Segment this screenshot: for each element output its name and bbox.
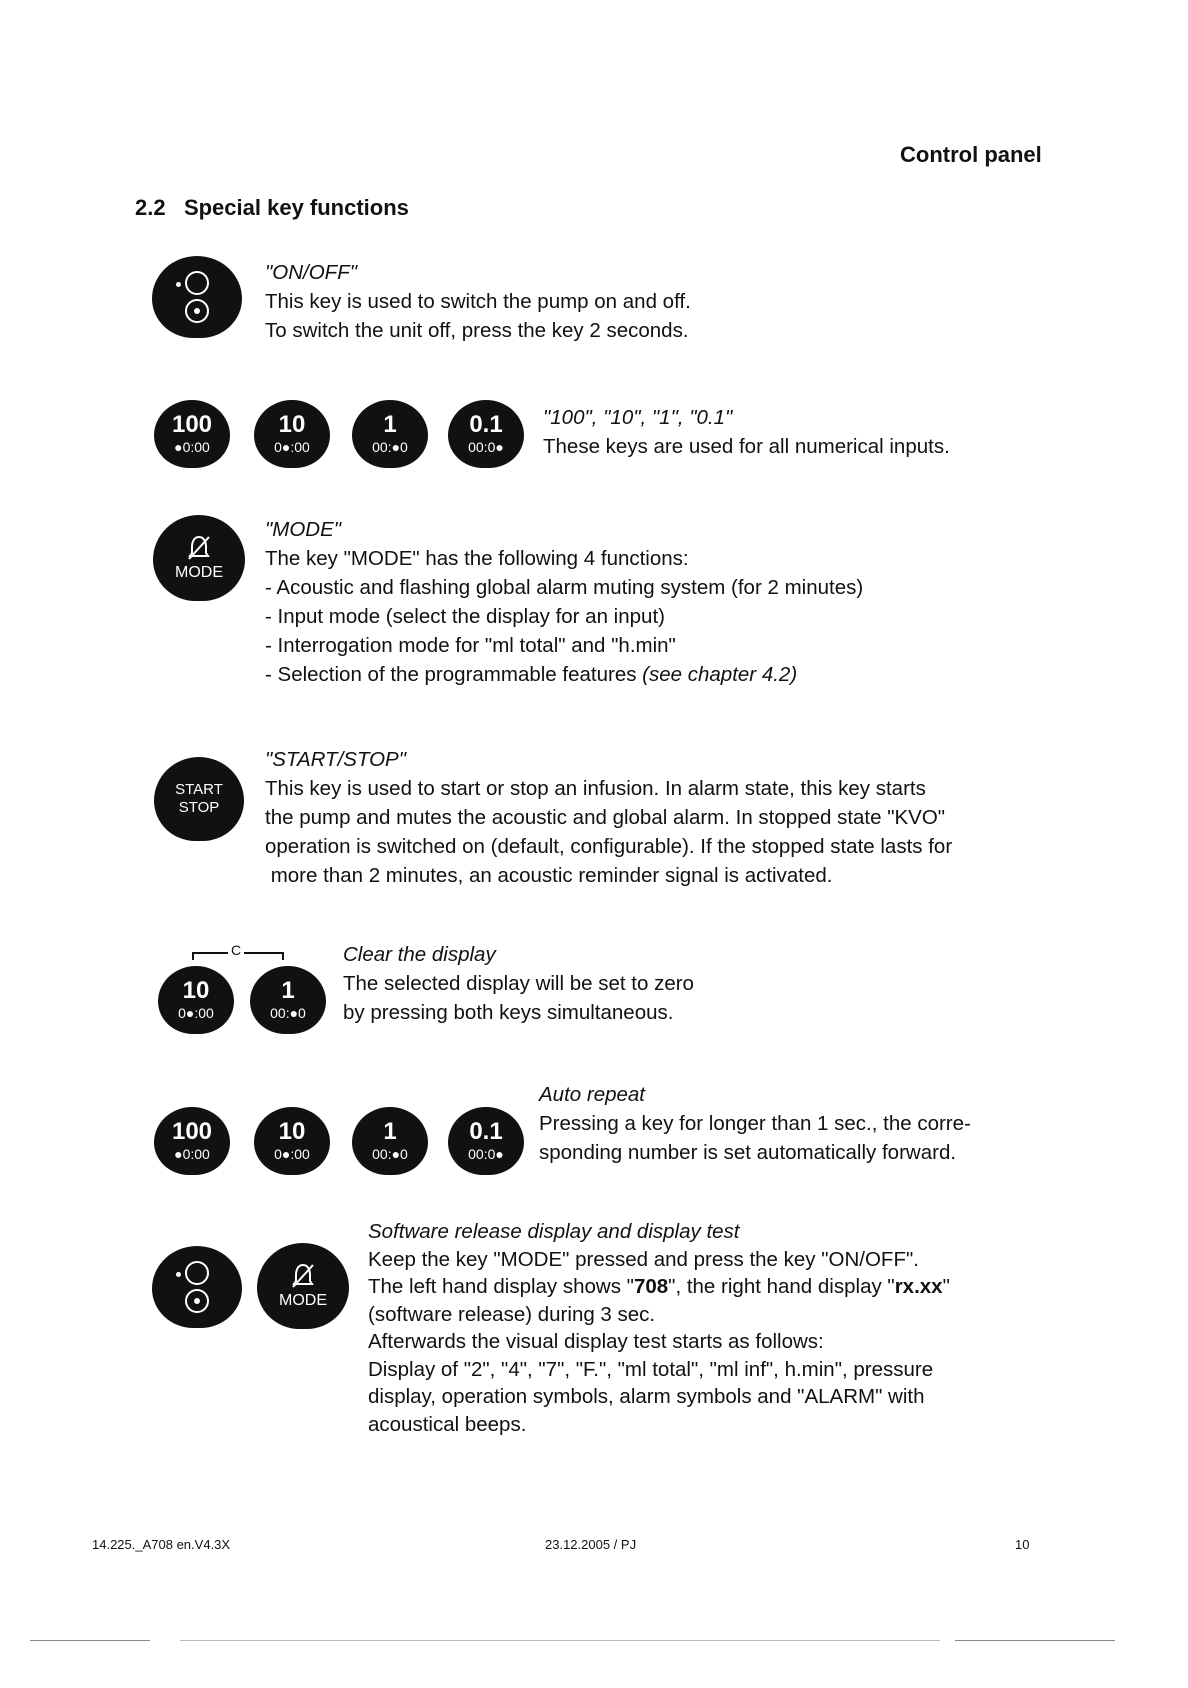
footer-page-number: 10 xyxy=(1015,1537,1030,1552)
footer-doc-id: 14.225._A708 en.V4.3X xyxy=(92,1537,231,1552)
mode-key: MODE xyxy=(153,515,245,601)
page-header-title: Control panel xyxy=(900,142,1042,167)
numeric-title: "100", "10", "1", "0.1" xyxy=(543,406,733,429)
startstop-line: operation is switched on (default, configurable). If the stopped state lasts for xyxy=(265,835,953,858)
power-on-icon xyxy=(185,271,209,295)
power-off-icon xyxy=(185,1289,209,1313)
alarm-mute-bell-icon xyxy=(290,1262,316,1290)
startstop-description xyxy=(265,745,952,890)
startstop-title: "START/STOP" xyxy=(265,748,406,771)
key-10: 10 0●:00 xyxy=(254,400,330,468)
software-line: (software release) during 3 sec. xyxy=(368,1302,656,1326)
mode-description xyxy=(265,515,863,689)
key-100: 100 ●0:00 xyxy=(154,400,230,468)
alarm-mute-bell-icon xyxy=(186,534,212,562)
repeat-key-0-1: 0.1 00:0● xyxy=(448,1107,524,1175)
power-off-icon xyxy=(185,299,209,323)
clear-key-1: 1 00:●0 xyxy=(250,966,326,1034)
scan-artifact-line xyxy=(955,1640,1115,1641)
clear-key-10: 10 0●:00 xyxy=(158,966,234,1034)
software-line: Display of "2", "4", "7", "F.", "ml total", "ml inf", h.min", pressure xyxy=(368,1357,934,1381)
software-line: display, operation symbols, alarm symbols and "ALARM" with xyxy=(368,1385,925,1408)
mode-line: - Interrogation mode for "ml total" and "h.min" xyxy=(265,634,676,657)
software-title: Software release display and display test xyxy=(368,1220,740,1243)
repeat-key-1: 1 00:●0 xyxy=(352,1107,428,1175)
software-description xyxy=(368,1218,950,1438)
software-mode-key: MODE xyxy=(257,1243,349,1329)
section-heading xyxy=(135,195,409,221)
numeric-description xyxy=(543,403,950,461)
autorepeat-description xyxy=(539,1080,971,1167)
numeric-line: These keys are used for all numerical inputs. xyxy=(543,435,950,458)
autorepeat-title: Auto repeat xyxy=(539,1083,645,1106)
key-1: 1 00:●0 xyxy=(352,400,428,468)
software-line: Keep the key "MODE" pressed and press the key "ON/OFF". xyxy=(368,1247,919,1271)
clear-description xyxy=(343,940,694,1027)
section-title: Special key functions xyxy=(183,195,409,220)
onoff-description xyxy=(265,258,691,345)
clear-line: by pressing both keys simultaneous. xyxy=(343,1001,674,1024)
startstop-line: This key is used to start or stop an infusion. In alarm state, this key starts xyxy=(265,777,926,800)
software-line: The left hand display shows "708", the right hand display "rx.xx" xyxy=(368,1275,950,1298)
onoff-line: To switch the unit off, press the key 2 seconds. xyxy=(265,319,689,342)
startstop-line: more than 2 minutes, an acoustic reminder signal is activated. xyxy=(265,864,833,887)
clear-bracket-label: C xyxy=(228,942,244,958)
footer-date: 23.12.2005 / PJ xyxy=(545,1537,637,1552)
start-stop-key: START STOP xyxy=(154,757,244,841)
power-on-icon xyxy=(185,1261,209,1285)
autorepeat-line: sponding number is set automatically forward. xyxy=(539,1141,957,1164)
software-line: Afterwards the visual display test starts as follows: xyxy=(368,1330,824,1353)
mode-line: - Selection of the programmable features (see chapter 4.2) xyxy=(265,663,798,686)
software-line: acoustical beeps. xyxy=(368,1412,527,1436)
mode-title: "MODE" xyxy=(265,518,342,541)
onoff-line: This key is used to switch the pump on and off. xyxy=(265,290,691,313)
startstop-line: the pump and mutes the acoustic and global alarm. In stopped state "KVO" xyxy=(265,806,946,829)
mode-line: - Input mode (select the display for an input) xyxy=(265,605,665,628)
key-0-1: 0.1 00:0● xyxy=(448,400,524,468)
scan-artifact-line xyxy=(180,1640,940,1641)
autorepeat-line: Pressing a key for longer than 1 sec., the corre- xyxy=(539,1112,971,1135)
mode-line: - Acoustic and flashing global alarm muting system (for 2 minutes) xyxy=(265,576,864,599)
chapter-reference: (see chapter 4.2) xyxy=(642,663,798,686)
section-number: 2.2 xyxy=(135,195,166,220)
scan-artifact-line xyxy=(30,1640,150,1641)
repeat-key-100: 100 ●0:00 xyxy=(154,1107,230,1175)
clear-title: Clear the display xyxy=(343,943,496,966)
software-onoff-key xyxy=(152,1246,242,1328)
onoff-key xyxy=(152,256,242,338)
clear-line: The selected display will be set to zero xyxy=(343,972,694,995)
onoff-title: "ON/OFF" xyxy=(265,261,357,284)
repeat-key-10: 10 0●:00 xyxy=(254,1107,330,1175)
mode-line: The key "MODE" has the following 4 functions: xyxy=(265,547,689,570)
